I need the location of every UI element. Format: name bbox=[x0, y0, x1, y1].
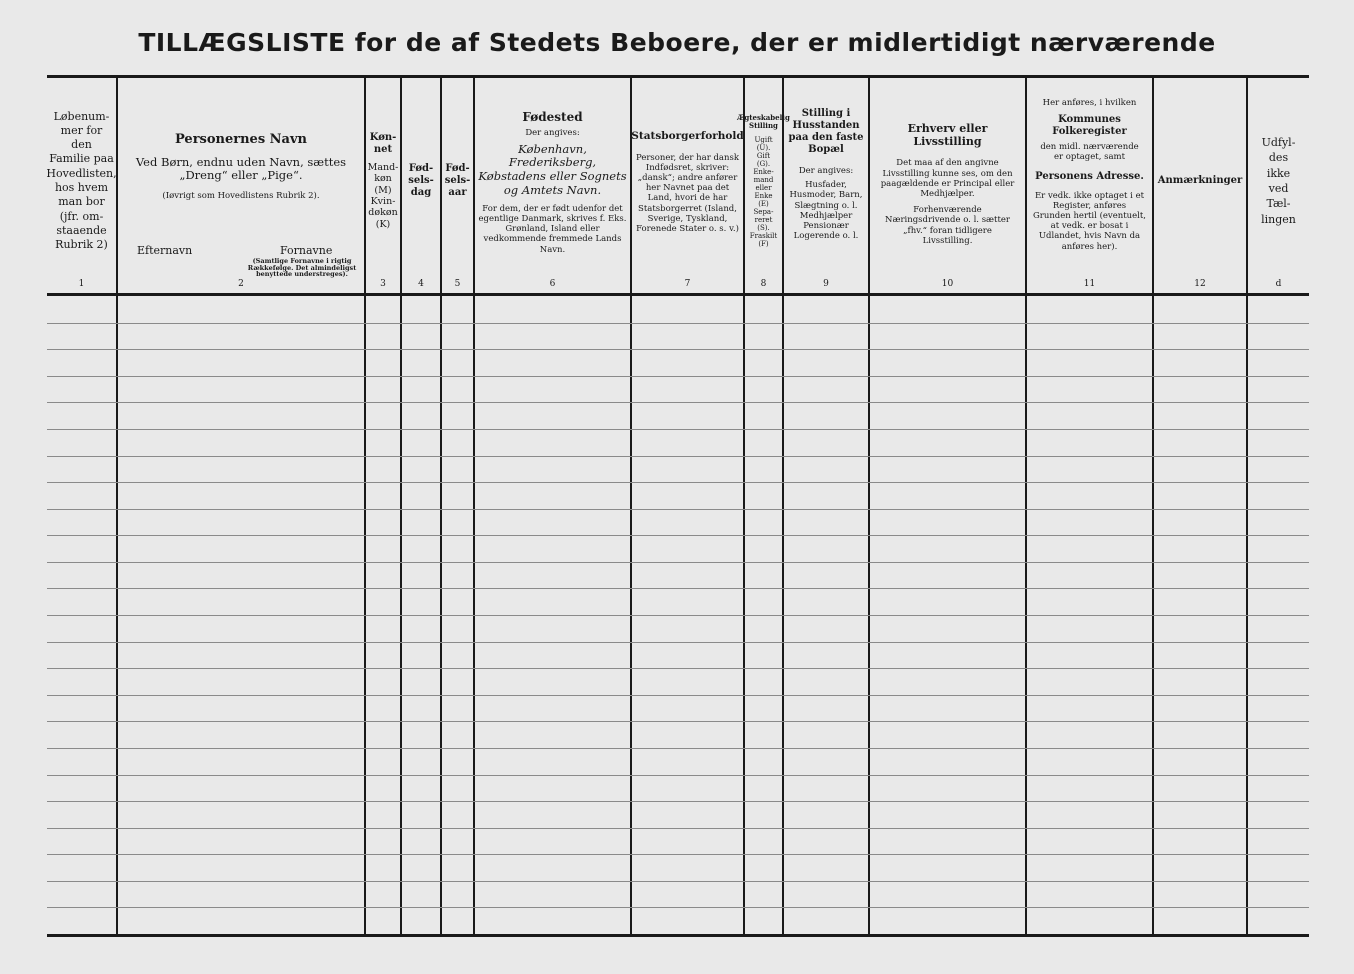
col6-header: Fødested Der angives: København, Frederiksberg, Købstadens eller Sognets og Amtets Navn. For dem, der er født udenfor det egentlige Danmark, skrives f. Eks. Grønland, Island eller vedkommende fremmede Lands Navn. bbox=[478, 110, 627, 255]
column-number: 12 bbox=[1194, 279, 1206, 289]
entry-row-line bbox=[47, 721, 1309, 722]
column-number: d bbox=[1275, 279, 1282, 289]
entry-row-line bbox=[47, 429, 1309, 430]
col10-header: Erhverv eller Livsstilling Det maa af den angivne Livsstilling kunne ses, om den paagældende er Principal eller Medhjælper. Forhenværende Næringsdrivende o. l. sætter „fhv.“ foran tidligere Livsstilling. bbox=[880, 122, 1015, 246]
col2-header: Personernes Navn Ved Børn, endnu uden Navn, sættes „Dreng“ eller „Pige“. (Iøvrigt som Hovedlistens Rubrik 2). bbox=[135, 132, 347, 202]
col7-header: Statsborgerforhold Personer, der har dansk Indfødsret, skriver: „dansk“; andre anfører her Navnet paa det Land, hvori de har Statsborgerret (Island, Sverige, Tyskland, Forenede Stater o. s. v.) bbox=[631, 130, 744, 234]
entry-row-line bbox=[47, 775, 1309, 776]
entry-row-line bbox=[47, 748, 1309, 749]
entry-row-line bbox=[47, 668, 1309, 669]
entry-row-line bbox=[47, 907, 1309, 908]
column-number: 6 bbox=[549, 279, 556, 289]
entry-row-line bbox=[47, 562, 1309, 563]
entry-row-line bbox=[47, 854, 1309, 855]
entry-row-line bbox=[47, 828, 1309, 829]
entry-row-line bbox=[47, 376, 1309, 377]
column-number: 3 bbox=[380, 279, 386, 289]
column-number: 1 bbox=[78, 279, 85, 289]
col8-header: Ægteskabelig Stilling Ugift (U). Gift (G). Enke- mand eller Enke (E) Sepa- reret (S). Fraskilt (F) bbox=[737, 112, 790, 249]
column-number: 8 bbox=[760, 279, 767, 289]
entry-row-line bbox=[47, 695, 1309, 696]
column-number: 4 bbox=[418, 279, 424, 289]
col3-header: Køn-net Mand- køn (M) Kvin- døkøn (K) bbox=[367, 131, 399, 230]
firstname-note: (Samtlige Fornavne i rigtig Rækkefølge. Det almindeligst benyttede understreges). bbox=[247, 256, 357, 279]
col12-header: Anmærkninger bbox=[1157, 175, 1243, 186]
column-number: 5 bbox=[454, 279, 461, 289]
entry-row-line bbox=[47, 482, 1309, 483]
entry-row-line bbox=[47, 615, 1309, 616]
bottom-rule bbox=[47, 934, 1309, 937]
col-d-header: Udfyl- des ikke ved Tæl- lingen bbox=[1261, 135, 1296, 226]
col5-header: Fød-sels-aar bbox=[444, 163, 471, 198]
col11-header: Her anføres, i hvilken Kommunes Folkeregister den midl. nærværende er optaget, samt Personens Adresse. Er vedk. ikke optaget i et Register, anføres Grunden hertil (eventuelt, at vedk. er bosat i Udlandet, hvis Navn da anføres her). bbox=[1033, 98, 1146, 252]
entry-row-line bbox=[47, 323, 1309, 324]
entry-row-line bbox=[47, 402, 1309, 403]
entry-row-line bbox=[47, 588, 1309, 589]
column-number: 7 bbox=[684, 279, 691, 289]
entry-row-line bbox=[47, 456, 1309, 457]
header-bottom-rule bbox=[47, 293, 1309, 296]
col4-header: Fød-sels-dag bbox=[408, 163, 434, 198]
entry-row-line bbox=[47, 881, 1309, 882]
entry-row-line bbox=[47, 801, 1309, 802]
column-number: 11 bbox=[1083, 279, 1096, 289]
entry-row-line bbox=[47, 642, 1309, 643]
firstname-label: Fornavne bbox=[280, 244, 333, 257]
surname-label: Efternavn bbox=[137, 244, 193, 257]
entry-row-line bbox=[47, 509, 1309, 510]
col9-header: Stilling i Husstanden paa den faste Bopæl Der angives: Husfader, Husmoder, Barn, Slægtning o. l. Medhjælper Pensionær Logerende o. l. bbox=[788, 108, 864, 242]
column-number: 2 bbox=[238, 279, 244, 289]
entry-row-line bbox=[47, 535, 1309, 536]
top-rule bbox=[47, 75, 1309, 78]
entry-row-line bbox=[47, 349, 1309, 350]
page-title: TILLÆGSLISTE for de af Stedets Beboere, der er midlertidigt nærværende bbox=[138, 28, 1216, 57]
column-number: 10 bbox=[941, 279, 954, 289]
col1-header: Løbenum- mer for den Familie paa Hovedlisten, hos hvem man bor (jfr. om- staaende Rubrik 2) bbox=[46, 109, 117, 252]
column-number: 9 bbox=[823, 279, 829, 289]
